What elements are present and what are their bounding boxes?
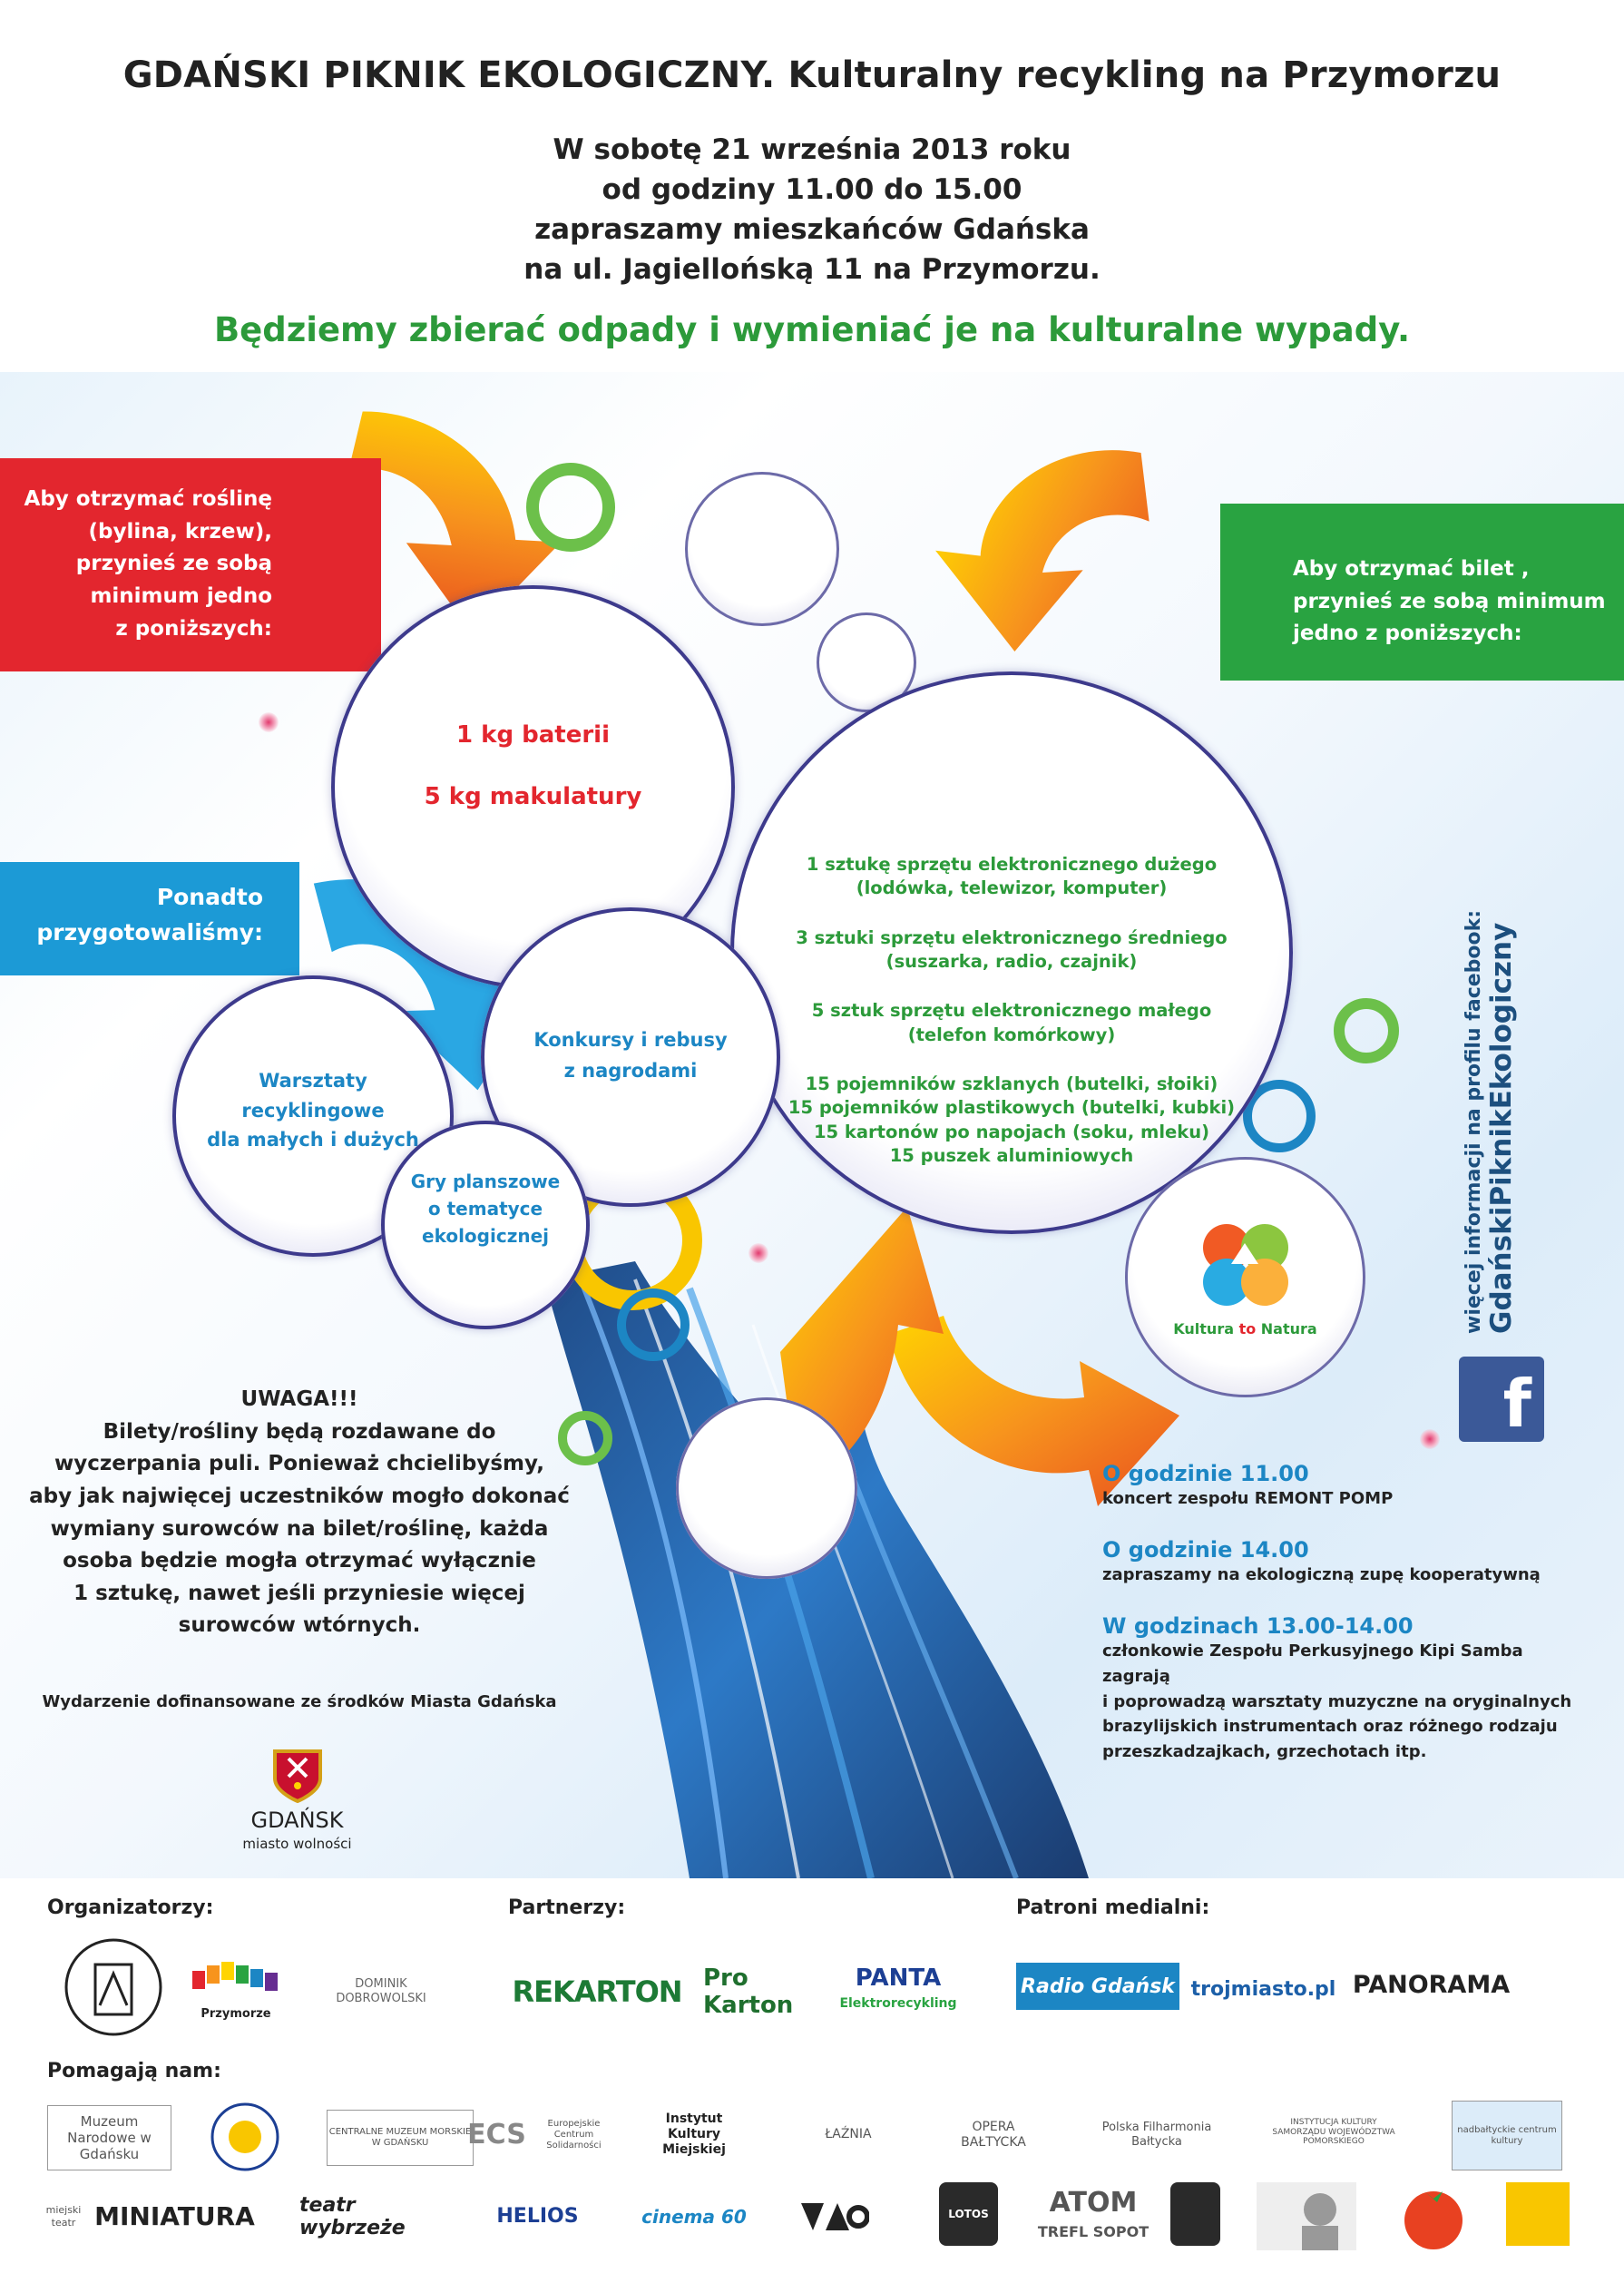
ecs-full-name: Europejskie Centrum Solidarności [546,2118,602,2151]
pink-dot-decoration [1420,1429,1440,1449]
ticket-items-list [730,853,1293,1168]
notice-line: surowców wtórnych. [178,1613,421,1638]
plant-item-paper: 5 kg makulatury [424,783,642,810]
ticket-item: 15 kartonów po napojach (soku, mleku) [813,1121,1210,1142]
trefl-sopot: TREFL SOPOT [1037,2223,1150,2240]
atom-name: ATOM [1049,2187,1138,2219]
facebook-icon[interactable] [1459,1357,1544,1442]
helpers-label: Pomagają nam: [47,2060,221,2082]
games-bubble [381,1121,590,1329]
ticket-item: 15 pojemników plastikowych (butelki, kubki) [788,1097,1236,1119]
trefl-badge [1170,2182,1220,2246]
tac-logo-icon [797,2194,869,2239]
instytucja-kultury-logo: INSTYTUCJA KULTURY SAMORZĄDU WOJEWÓDZTWA POMORSKIEGO [1272,2117,1395,2147]
extras-band-line: Ponadto [156,884,263,910]
notice-heading: UWAGA!!! [240,1387,358,1411]
organizers-label: Organizatorzy: [47,1896,214,1919]
50-years-logo [59,1933,168,2042]
kultura-logo-text [1125,1320,1365,1337]
contests-line: Konkursy i rebusy [533,1029,728,1051]
radio-gdansk-logo: Radio Gdańsk [1016,1963,1179,2010]
miejski-teatr-label: miejski teatr [45,2204,82,2229]
pink-dot-decoration [259,712,279,732]
notice-line: wymiany surowców na bilet/roślinę, każda [50,1516,549,1541]
plant-band-line: przynieś ze sobą [75,552,272,576]
ticket-info-band [1220,504,1624,681]
schedule-desc: członkowie Zespołu Perkusyjnego Kipi Samba zagrają [1102,1641,1523,1686]
plant-item-batteries: 1 kg baterii [456,721,610,749]
notice-line: Bilety/rośliny będą rozdawane do [103,1419,496,1444]
schedule-desc: koncert zespołu REMONT POMP [1102,1489,1394,1508]
lotos-trefl-badge: LOTOS [939,2182,998,2246]
schedule-desc: brazylijskich instrumentach oraz różnego rodzaju [1102,1717,1558,1737]
nadbaltyckie-logo: nadbałtyckie centrum kultury [1452,2101,1562,2170]
empty-bubble [676,1397,857,1579]
empty-bubble [685,472,839,626]
kultura-word: Kultura [1173,1320,1239,1337]
filharmonia-logo: Polska Filharmonia Bałtycka [1101,2120,1212,2149]
facebook-line-2[interactable]: GdańskiPiknikEkologiczny [1485,922,1518,1334]
ticket-band-line: jedno z poniższych: [1293,622,1522,646]
rekarton-logo: REKARTON [512,1974,682,2009]
notice-line: aby jak najwięcej uczestników mogło dokonać [29,1484,570,1508]
notice-line: wyczerpania puli. Ponieważ chcielibyśmy, [54,1452,544,1476]
ticket-item: 15 puszek aluminiowych [889,1144,1134,1166]
hero-illustration [0,372,1624,1878]
plant-band-line: Aby otrzymać roślinę [24,487,272,511]
panta-sub: Elektrorecykling [839,1996,957,2011]
laznia-logo: ŁAŹNIA [825,2127,872,2142]
plant-band-line: z poniższych: [115,616,272,641]
muzeum-narodowe-logo: Muzeum Narodowe w Gdańsku [47,2105,171,2170]
przymorze-logo [181,1960,290,2033]
kipi-samba-logo [1506,2182,1570,2246]
gdansk-name: GDAŃSK [250,1808,344,1833]
ticket-item-detail: (suszarka, radio, czajnik) [885,950,1138,972]
przymorze-text: Przymorze [201,2007,271,2021]
schedule-desc: przeszkadzajkach, grzechotach itp. [1102,1742,1427,1762]
date-line: W sobotę 21 września 2013 roku [553,133,1071,166]
to-word: to [1238,1320,1257,1337]
gdansk-motto: miasto wolności [242,1836,352,1852]
partners-label: Partnerzy: [508,1896,626,1919]
panta-name: PANTA [855,1965,942,1992]
tagline: Będziemy zbierać odpady i wymieniać je na kulturalne wypady. [213,310,1411,349]
address-line: na ul. Jagiellońską 11 na Przymorzu. [523,253,1101,286]
schedule-time: O godzinie 11.00 [1102,1461,1309,1486]
time-line: od godziny 11.00 do 15.00 [602,173,1022,206]
extras-band-line: przygotowaliśmy: [36,918,263,946]
notice-block [27,1384,572,1642]
ticket-item-detail: (telefon komórkowy) [907,1024,1116,1045]
facebook-line-1: więcej informacji na profilu facebook: [1463,909,1485,1334]
instytut-kultury-logo: Instytut Kultury Miejskiej [662,2112,726,2157]
media-label: Patroni medialni: [1016,1896,1210,1919]
games-line: o tematyce [427,1198,543,1220]
recycle-icon [1181,1211,1308,1311]
colorful-blocks-icon [191,1960,281,2001]
ticket-item: 1 sztukę sprzętu elektronicznego dużego [806,854,1218,875]
green-ring-decoration [1334,998,1399,1063]
green-ring-decoration [526,463,615,552]
trojmiasto-logo: trojmiasto.pl [1190,1978,1336,2001]
ticket-item-detail: (lodówka, telewizor, komputer) [856,877,1168,899]
miniatura-logo: MINIATURA [94,2201,255,2231]
panta-logo [835,1955,962,2023]
panorama-logo: PANORAMA [1352,1971,1511,1999]
helios-logo: HELIOS [496,2205,579,2228]
invite-line: zapraszamy mieszkańców Gdańska [534,213,1090,246]
plant-band-line: (bylina, krzew), [88,519,272,544]
portrait-logo-icon [1257,2182,1356,2250]
plant-band-line: minimum jedno [90,583,272,608]
facebook-glyph: f [1502,1366,1531,1442]
funding-note: Wydarzenie dofinansowane ze środków Miasta Gdańska [42,1692,557,1711]
workshops-line: Warsztaty [259,1070,367,1092]
ticket-item: 5 sztuk sprzętu elektronicznego małego [811,1000,1212,1022]
workshops-text [172,1066,454,1155]
atom-trefl-logo [1034,2187,1152,2246]
cinema60-logo: cinema 60 [641,2205,747,2228]
ticket-band-line: przynieś ze sobą minimum [1293,589,1606,613]
extras-info-band [0,862,299,975]
ticket-band-line: Aby otrzymać bilet , [1293,557,1530,581]
pink-dot-decoration [748,1243,768,1263]
muzeum-morskie-logo: CENTRALNE MUZEUM MORSKIE W GDAŃSKU [327,2110,474,2166]
games-line: ekologicznej [422,1225,549,1247]
contests-text [481,1025,780,1086]
plant-info-band [0,458,381,671]
gdansk-logo [231,1742,363,1860]
page-title: GDAŃSKI PIKNIK EKOLOGICZNY. Kulturalny recykling na Przymorzu [122,54,1502,96]
contests-line: z nagrodami [563,1059,698,1082]
workshops-line: recyklingowe [241,1099,385,1122]
kultura-to-natura-bubble [1125,1157,1365,1397]
ticket-item: 15 pojemników szklanych (butelki, słoiki) [805,1073,1218,1094]
lions-scouts-logo-icon [209,2101,281,2173]
games-text [381,1168,590,1249]
notice-line: osoba będzie mogła otrzymać wyłącznie [63,1549,536,1573]
teatr-wybrzeze-logo: teatr wybrzeże [299,2193,406,2239]
natura-word: Natura [1256,1320,1317,1337]
dominik-dobrowolski-logo: DOMINIK DOBROWOLSKI [336,1977,426,2005]
schedule-desc: i poprowadzą warsztaty muzyczne na oryginalnych [1102,1691,1572,1711]
schedule-time: W godzinach 13.00-14.00 [1102,1612,1414,1639]
ticket-items-bubble [730,671,1293,1234]
notice-line: 1 sztukę, nawet jeśli przyniesie więcej [73,1581,525,1605]
gdansk-crest-icon [266,1742,329,1806]
opera-baltycka-logo: OPERA BAŁTYCKA [961,2119,1026,2150]
schedule-desc: zapraszamy na ekologiczną zupę kooperatywną [1102,1564,1541,1584]
ecs-logo: ECS [467,2119,526,2151]
workshops-line: dla małych i dużych [207,1129,419,1151]
games-line: Gry planszowe [410,1171,561,1192]
schedule [1102,1461,1574,1765]
facebook-promo [1463,910,1518,1334]
schedule-time: O godzinie 14.00 [1102,1536,1309,1563]
pro-karton-logo: Pro Karton [703,1965,794,2019]
tomato-logo-icon [1397,2182,1470,2250]
blue-ring-decoration [617,1288,690,1361]
ticket-item: 3 sztuki sprzętu elektronicznego średniego [796,926,1228,948]
